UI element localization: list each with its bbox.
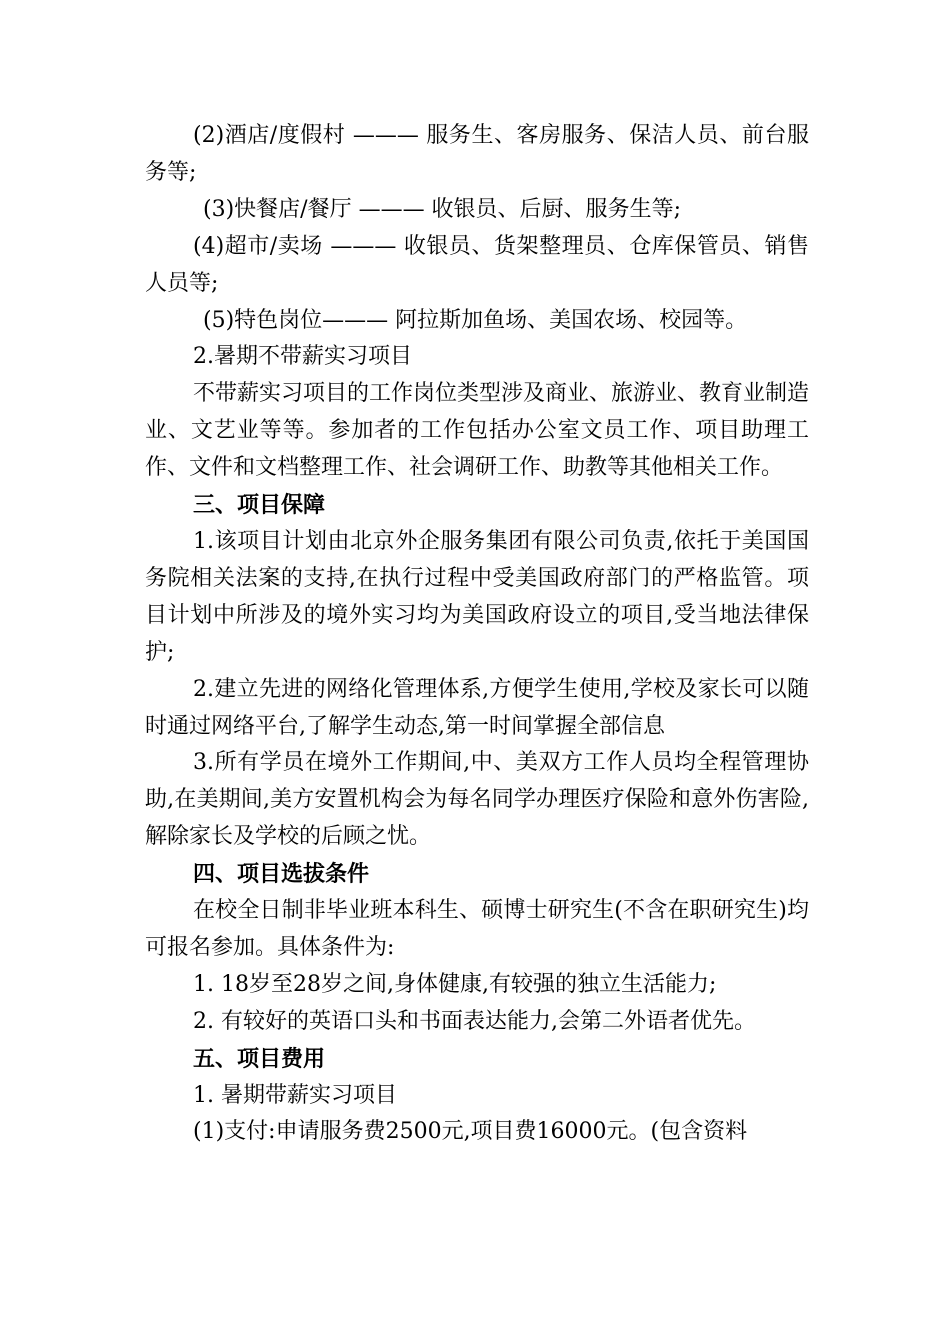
paragraph-payment: (1)支付:申请服务费2500元,项目费16000元。(包含资料 (193, 1119, 748, 1145)
paragraph-guarantee-2: 2.建立先进的网络化管理体系,方便学生使用,学校及家长可以随时通过网络平台,了解学生动态,第一时间掌握全部信息 (145, 676, 809, 739)
document-body (145, 118, 809, 1151)
paragraph-guarantee-3: 3.所有学员在境外工作期间,中、美双方工作人员均全程管理协助,在美期间,美方安置机构会为每名同学办理医疗保险和意外伤害险,解除家长及学校的后顾之忧。 (145, 750, 809, 850)
paragraph-hotel-resort: (2)酒店/度假村 ——— 服务生、客房服务、保洁人员、前台服务等; (145, 123, 809, 185)
subheading-paid-internship: 1. 暑期带薪实习项目 (193, 1082, 397, 1108)
paragraph-selection-intro: 在校全日制非毕业班本科生、硕博士研究生(不含在职研究生)均可报名参加。具体条件为: (145, 898, 809, 960)
paragraph-fast-food: (3)快餐店/餐厅 ——— 收银员、后厨、服务生等; (203, 196, 681, 222)
subheading-unpaid-internship: 2.暑期不带薪实习项目 (193, 344, 412, 370)
section-heading-selection: 四、项目选拔条件 (193, 861, 370, 888)
section-heading-fees: 五、项目费用 (193, 1045, 326, 1072)
paragraph-selection-2: 2. 有较好的英语口头和书面表达能力,会第二外语者优先。 (193, 1008, 756, 1034)
paragraph-supermarket: (4)超市/卖场 ——— 收银员、货架整理员、仓库保管员、销售人员等; (145, 233, 809, 296)
paragraph-guarantee-1: 1.该项目计划由北京外企服务集团有限公司负责,依托于美国国务院相关法案的支持,在执行过程中受美国政府部门的严格监管。项目计划中所涉及的境外实习均为美国政府设立的项目,受当地法律保护; (145, 528, 809, 665)
paragraph-selection-1: 1. 18岁至28岁之间,身体健康,有较强的独立生活能力; (193, 971, 717, 997)
section-heading-guarantee: 三、项目保障 (193, 492, 326, 519)
paragraph-unpaid-internship: 不带薪实习项目的工作岗位类型涉及商业、旅游业、教育业制造业、文艺业等等。参加者的工作包括办公室文员工作、项目助理工作、文件和文档整理工作、社会调研工作、助教等其他相关工作。 (145, 381, 810, 481)
paragraph-special-positions: (5)特色岗位——— 阿拉斯加鱼场、美国农场、校园等。 (203, 307, 748, 333)
